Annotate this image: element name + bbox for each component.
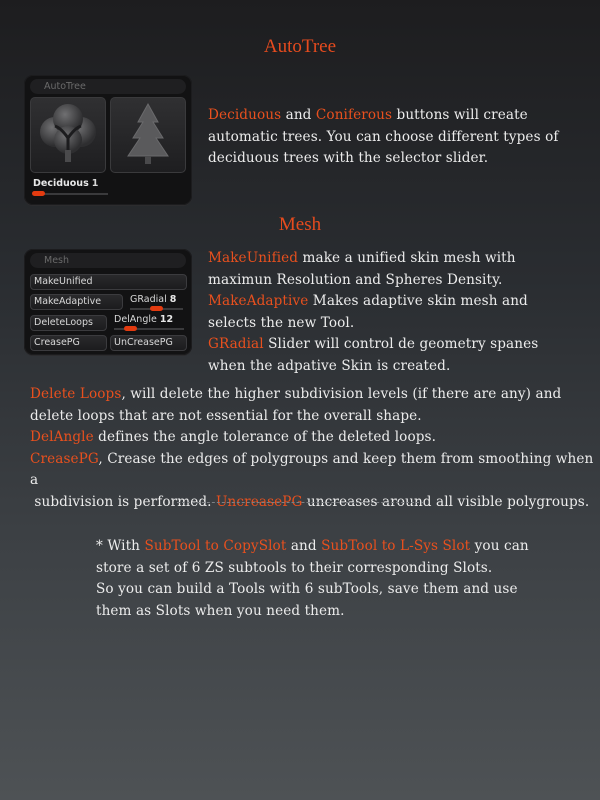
mesh-full-text: , will delete the higher subdivision levels (if there are any) and delete loops that are not essential for the overall shape. [30, 386, 562, 424]
mesh-desc-text: make a unified skin mesh with maximun Resolution and Spheres Density. [208, 250, 516, 288]
delangle-highlight: DelAngle [30, 429, 94, 445]
uncrease-pg-button[interactable]: UnCreasePG [110, 335, 187, 351]
creasepg-highlight: CreasePG [30, 450, 99, 467]
delangle-slider-label[interactable] [114, 314, 173, 325]
deciduous-slider-label[interactable] [33, 178, 98, 189]
deciduous-tree-icon [31, 98, 105, 172]
mesh-full-text: uncreases around all visible polygroups. [302, 493, 590, 510]
deciduous-slider-name: Deciduous [33, 178, 89, 189]
autotree-panel-header[interactable]: AutoTree [30, 79, 186, 94]
gradial-slider-label[interactable] [130, 294, 176, 305]
mesh-desc-text: Slider will control de geometry spanes when the adpative Skin is created. [208, 336, 539, 374]
coniferous-button[interactable] [110, 97, 186, 173]
note-text: * With [96, 538, 145, 554]
mesh-panel-header[interactable]: Mesh [30, 253, 186, 268]
makeunified-highlight: MakeUnified [208, 250, 299, 266]
mesh-full-text: subdivision is performed. [30, 493, 216, 510]
mesh-desc-text: Makes adaptive skin mesh and selects the new Tool. [208, 293, 528, 331]
autotree-description [208, 105, 573, 170]
autotree-panel [24, 75, 192, 205]
delangle-slider-value: 12 [159, 314, 174, 325]
make-unified-button[interactable]: MakeUnified [30, 274, 187, 290]
note-text: you can store a set of 6 ZS subtools to their corresponding Slots. [96, 538, 529, 576]
deciduous-slider-value: 1 [91, 178, 99, 189]
delangle-slider-knob[interactable] [124, 326, 137, 331]
delangle-slider-name: DelAngle [114, 314, 157, 325]
autotree-section-title: AutoTree [263, 36, 337, 57]
gradial-slider-value: 8 [169, 294, 177, 305]
make-adaptive-button[interactable]: MakeAdaptive [30, 294, 123, 310]
delete-loops-highlight: Delete Loops [30, 386, 122, 402]
mesh-section-title: Mesh [278, 214, 322, 235]
makeadaptive-highlight: MakeAdaptive [208, 293, 309, 309]
gradial-slider-name: GRadial [130, 294, 167, 305]
mesh-panel [24, 249, 192, 355]
gradial-slider-knob[interactable] [150, 306, 163, 311]
mesh-description-full [30, 384, 596, 513]
deciduous-highlight: Deciduous [208, 107, 282, 123]
crease-pg-button[interactable]: CreasePG [30, 335, 107, 351]
lsys-slot-highlight: SubTool to L-Sys Slot [321, 538, 471, 554]
mesh-full-text: , Crease the edges of polygroups and keep them from smoothing when a [30, 450, 594, 488]
mesh-description-right [208, 248, 556, 377]
uncreasepg-highlight: UncreasePG [216, 493, 303, 510]
copyslot-highlight: SubTool to CopySlot [144, 538, 287, 554]
note-text: So you can build a Tools with 6 subTools, save them and use them as Slots when you need them. [96, 581, 518, 619]
mesh-full-text: defines the angle tolerance of the deleted loops. [93, 429, 437, 445]
coniferous-tree-icon [111, 98, 185, 172]
section-divider [177, 502, 424, 503]
autotree-desc-text: and [281, 107, 316, 123]
delete-loops-button[interactable]: DeleteLoops [30, 315, 107, 331]
autotree-desc-text: buttons will create automatic trees. You can choose different types of deciduous trees with the selector slider. [208, 107, 559, 166]
deciduous-button[interactable] [30, 97, 106, 173]
coniferous-highlight: Coniferous [315, 107, 393, 123]
note-text: and [286, 538, 322, 554]
gradial-highlight: GRadial [208, 336, 264, 352]
subtool-note [96, 536, 546, 622]
deciduous-slider-knob[interactable] [32, 191, 45, 196]
